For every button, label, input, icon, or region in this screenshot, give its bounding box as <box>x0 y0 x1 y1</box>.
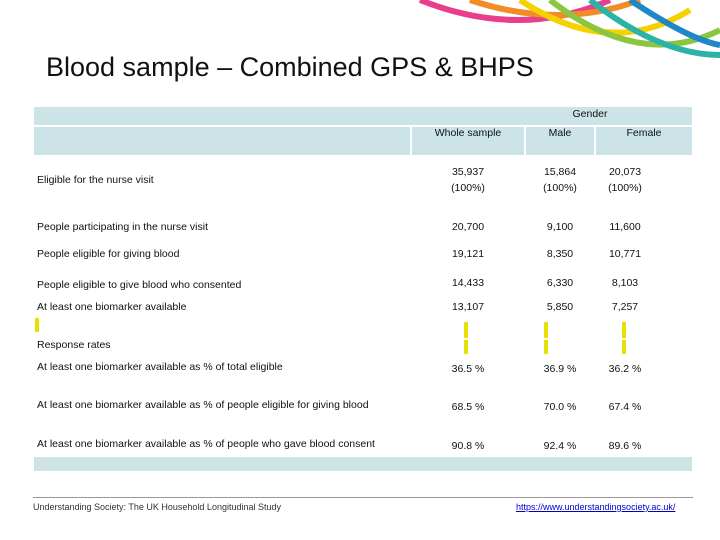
cell-female: 11,600 <box>609 221 641 233</box>
cell-male: 8,350 <box>546 248 574 260</box>
footer-row-bg <box>33 456 693 472</box>
footer-divider <box>33 497 693 498</box>
row-label: People participating in the nurse visit <box>37 221 209 233</box>
cell-male: 6,330 <box>546 277 574 289</box>
accent-bar <box>464 340 468 354</box>
rate-female: 89.6 % <box>608 440 642 452</box>
cell-female: 7,257 <box>611 301 639 313</box>
row-label: People eligible to give blood who consented <box>37 279 242 291</box>
accent-bar <box>622 340 626 354</box>
row-label: Eligible for the nurse visit <box>37 174 154 186</box>
cell-male: 9,100 <box>546 221 574 233</box>
cell-female: 20,073 <box>608 166 642 178</box>
gender-header: Gender <box>572 108 608 120</box>
rate-female: 36.2 % <box>608 363 642 375</box>
cell-female: 10,771 <box>608 248 642 260</box>
cell-female-pct: (100%) <box>608 182 642 194</box>
rate-label: At least one biomarker available as % of people who gave blood consent <box>37 438 375 450</box>
rate-whole: 68.5 % <box>451 401 485 413</box>
row-label: People eligible for giving blood <box>37 248 180 260</box>
accent-bar <box>622 322 626 338</box>
accent-bar <box>544 340 548 354</box>
cell-whole: 35,937 <box>451 166 485 178</box>
cell-male-pct: (100%) <box>543 182 577 194</box>
rate-label: At least one biomarker available as % of total eligible <box>37 361 283 373</box>
rate-female: 67.4 % <box>608 401 642 413</box>
page-title: Blood sample – Combined GPS & BHPS <box>46 52 534 82</box>
section-label: Response rates <box>37 339 111 351</box>
accent-bar <box>464 322 468 338</box>
accent-bar <box>35 318 39 332</box>
col-whole-sample: Whole sample <box>434 127 502 139</box>
rate-whole: 36.5 % <box>451 363 485 375</box>
footer-link[interactable]: https://www.understandingsociety.ac.uk/ <box>516 502 676 512</box>
cell-whole: 19,121 <box>451 248 485 260</box>
footer-study-name: Understanding Society: The UK Household Longitudinal Study <box>33 502 281 512</box>
rate-male: 92.4 % <box>543 440 577 452</box>
cell-whole: 14,433 <box>451 277 485 289</box>
cell-male: 15,864 <box>543 166 577 178</box>
cell-whole: 13,107 <box>451 301 485 313</box>
header-label-bg <box>33 126 411 156</box>
col-female: Female <box>626 127 662 139</box>
accent-bar <box>544 322 548 338</box>
row-label: At least one biomarker available <box>37 301 187 313</box>
cell-whole-pct: (100%) <box>451 182 485 194</box>
cell-female: 8,103 <box>611 277 639 289</box>
rate-label: At least one biomarker available as % of people eligible for giving blood <box>37 399 369 411</box>
cell-male: 5,850 <box>546 301 574 313</box>
col-male: Male <box>548 127 572 139</box>
rate-whole: 90.8 % <box>451 440 485 452</box>
rate-male: 36.9 % <box>543 363 577 375</box>
cell-whole: 20,700 <box>451 221 485 233</box>
rate-male: 70.0 % <box>543 401 577 413</box>
